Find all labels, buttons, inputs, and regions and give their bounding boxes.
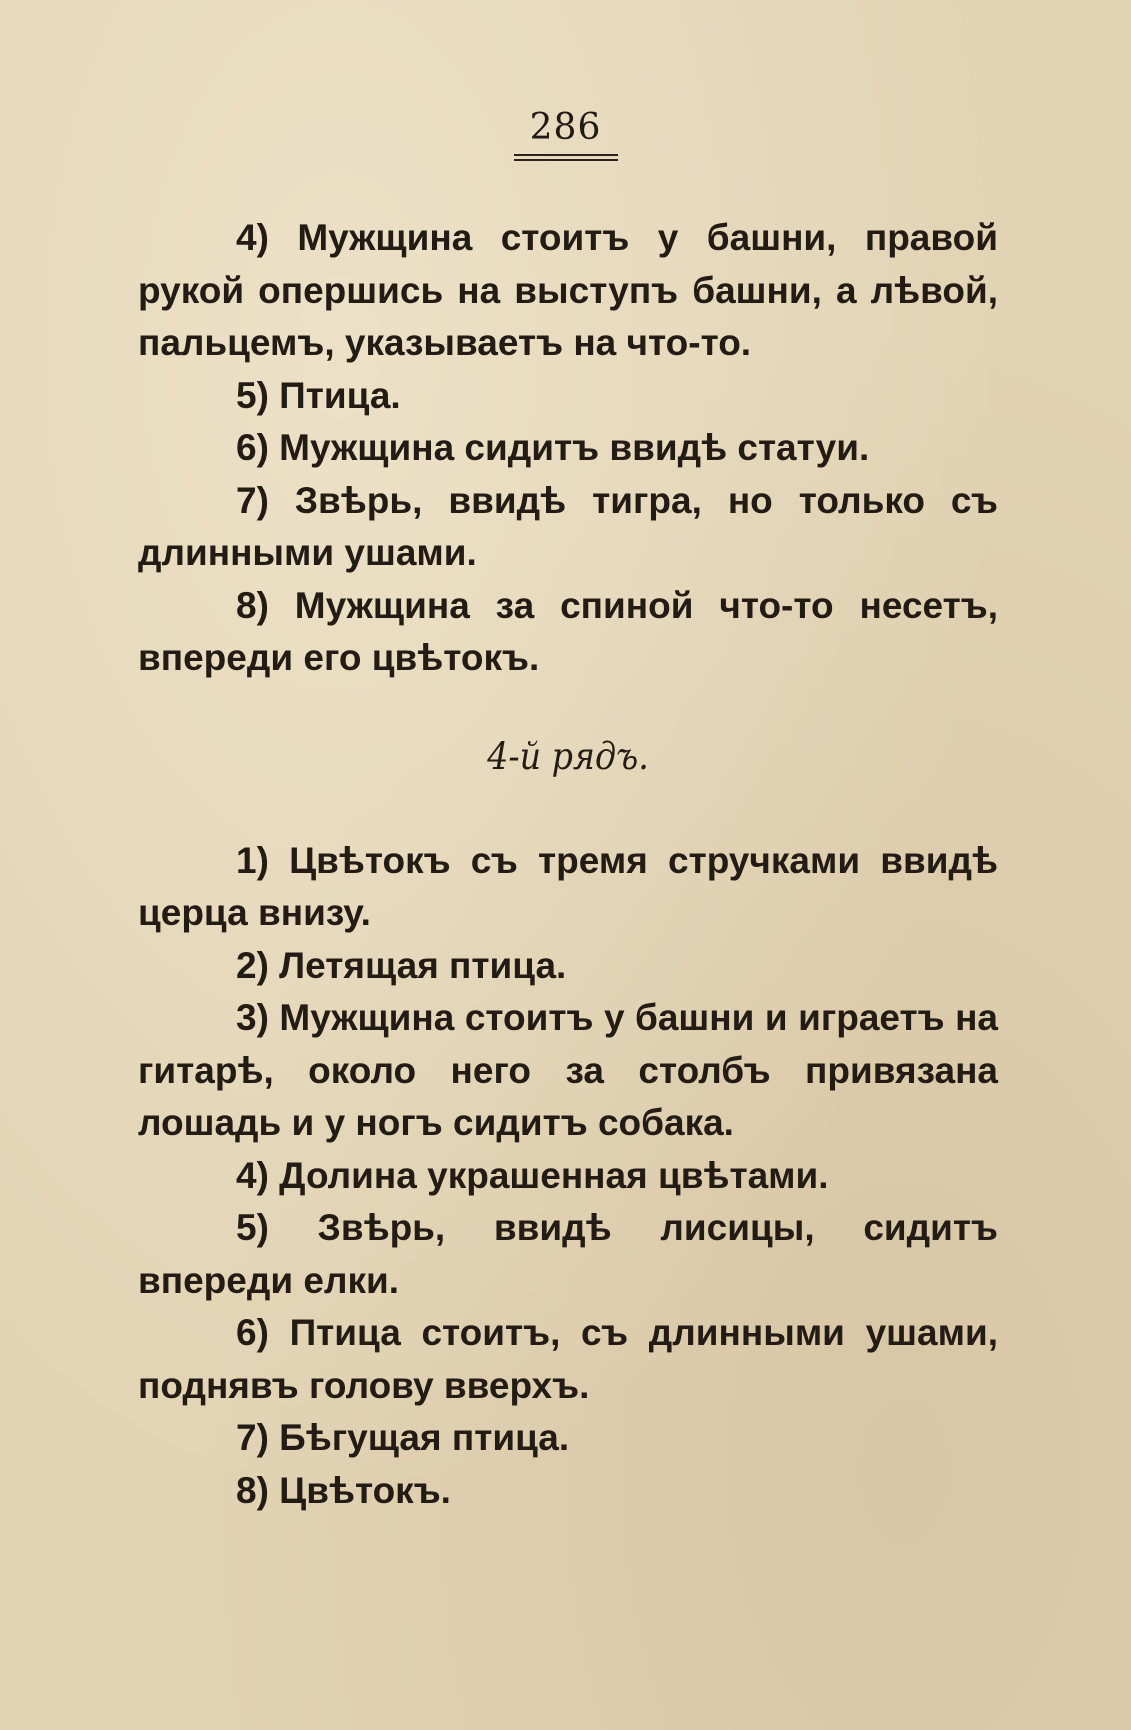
list-item: 6) Мужщина сидитъ ввидѣ статуи.	[236, 427, 870, 468]
list-item: 5) Звѣрь, ввидѣ лисицы, сидитъ впереди елки.	[138, 1207, 998, 1301]
list-item: 1) Цвѣтокъ съ тремя стручками ввидѣ церца внизу.	[138, 839, 998, 933]
list-item: 5) Птица.	[236, 374, 401, 416]
list-item: 3) Мужщина стоитъ у башни и играетъ на гитарѣ, около него за столбъ привязана лошадь и у ногъ сидитъ собака.	[138, 997, 998, 1143]
list-item: 7) Звѣрь, ввидѣ тигра, но только съ длинными ушами.	[138, 479, 998, 573]
list-item: 8) Мужщина за спиной что-то несетъ, впереди его цвѣтокъ.	[138, 584, 998, 678]
section-heading: 4-й рядъ.	[487, 734, 649, 778]
double-rule	[514, 154, 618, 161]
page-body	[138, 212, 998, 1517]
list-item: 4) Долина украшенная цвѣтами.	[236, 1154, 829, 1196]
page-header	[0, 108, 1131, 164]
list-item: 2) Летящая птица.	[236, 944, 567, 986]
list-item: 4) Мужщина стоитъ у башни, правой рукой опершись на выступъ башни, а лѣвой, пальцемъ, указываетъ на что-то.	[138, 217, 998, 363]
list-item: 6) Птица стоитъ, съ длинными ушами, поднявъ голову вверхъ.	[138, 1312, 998, 1406]
list-item: 8) Цвѣтокъ.	[236, 1469, 451, 1511]
page-number: 286	[529, 107, 602, 148]
list-item: 7) Бѣгущая птица.	[236, 1417, 570, 1458]
